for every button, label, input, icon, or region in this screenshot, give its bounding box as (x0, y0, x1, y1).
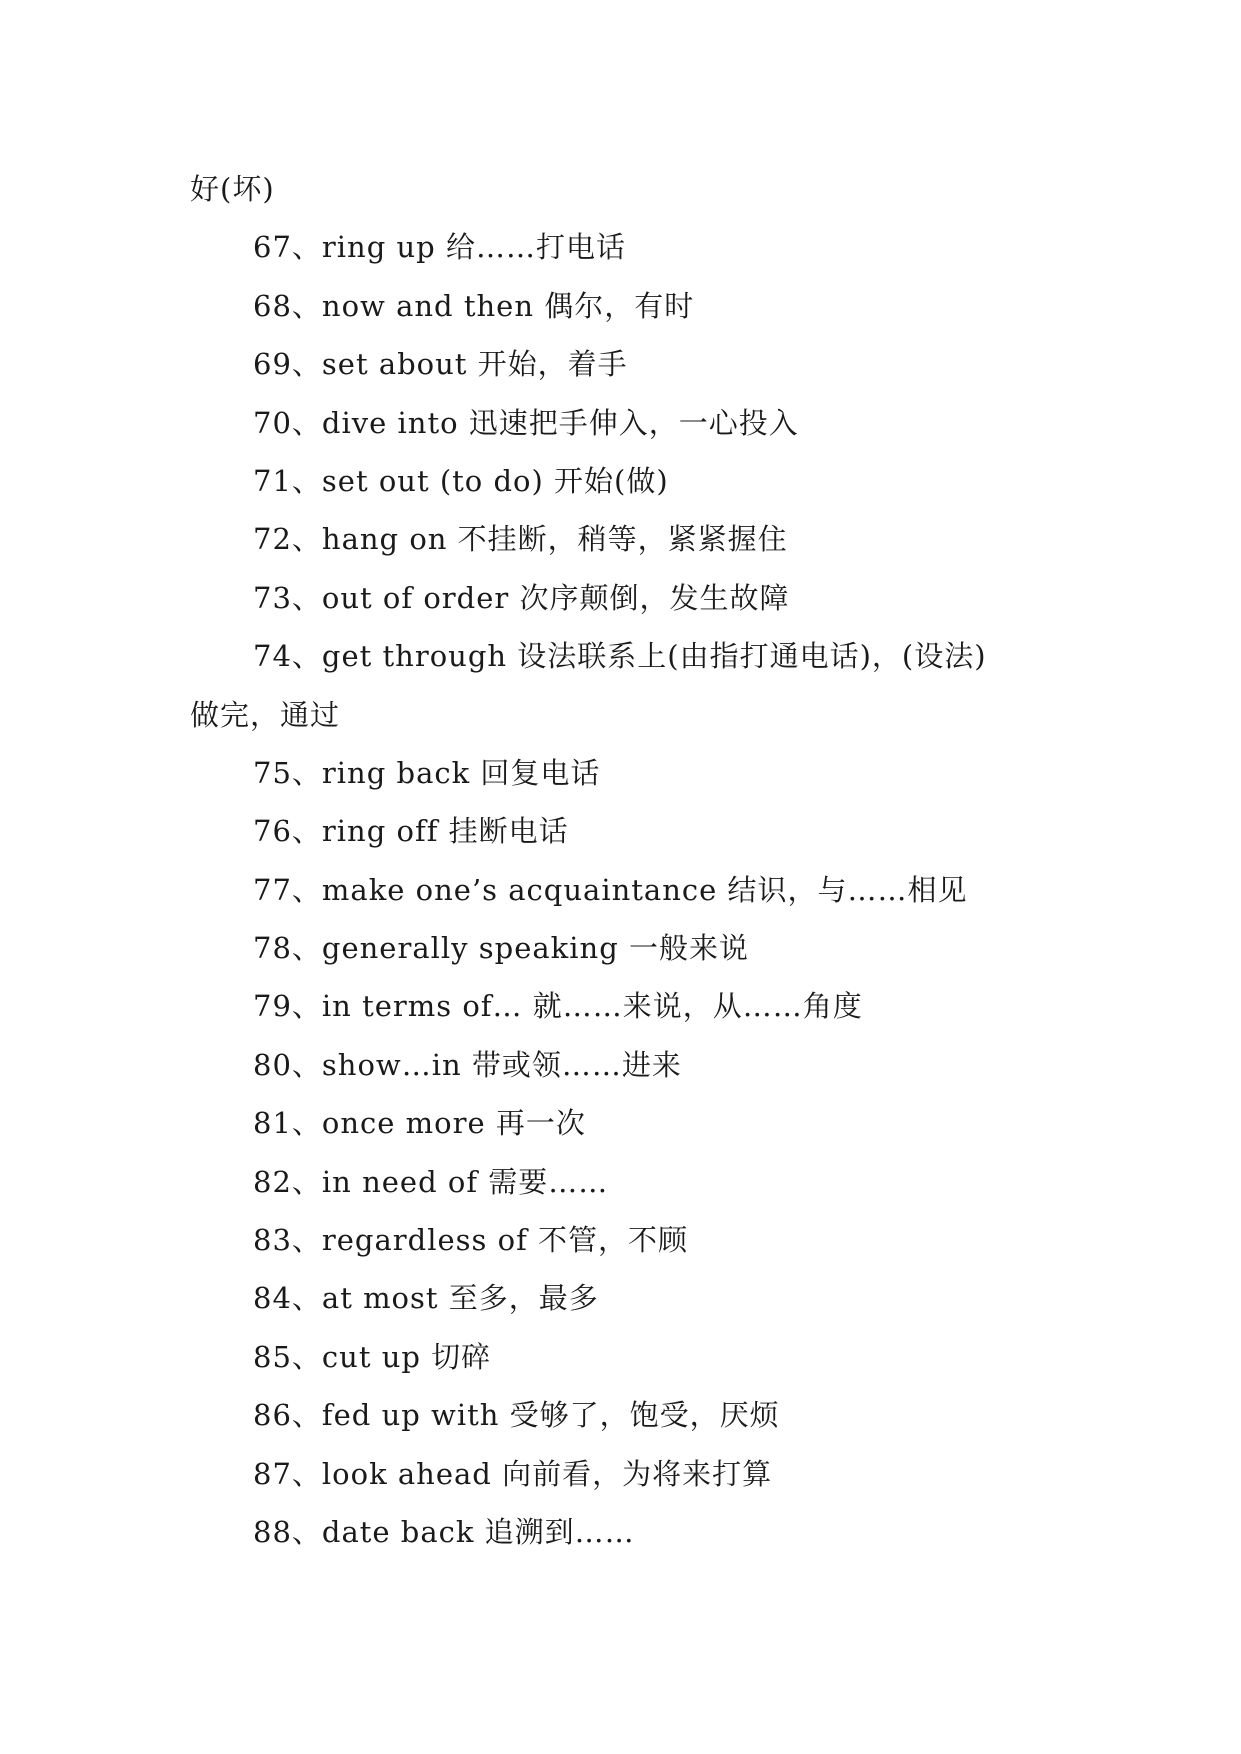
phrase-item-77: 77、make one’s acquaintance 结识，与……相见 (253, 872, 968, 907)
phrase-item-87: 87、look ahead 向前看，为将来打算 (253, 1456, 773, 1491)
phrase-item-71: 71、set out (to do) 开始(做) (253, 463, 669, 498)
phrase-item-81: 81、once more 再一次 (253, 1106, 586, 1141)
phrase-item-83: 83、regardless of 不管，不顾 (253, 1223, 689, 1258)
continuation-line: 做完，通过 (190, 697, 341, 732)
phrase-item-86: 86、fed up with 受够了，饱受，厌烦 (253, 1398, 780, 1433)
phrase-item-85: 85、cut up 切碎 (253, 1339, 492, 1374)
phrase-item-82: 82、in need of 需要…… (253, 1164, 609, 1199)
phrase-item-70: 70、dive into 迅速把手伸入，一心投入 (253, 405, 799, 440)
phrase-item-67: 67、ring up 给……打电话 (253, 230, 626, 265)
phrase-item-88: 88、date back 追溯到…… (253, 1514, 635, 1549)
phrase-item-73: 73、out of order 次序颠倒，发生故障 (253, 580, 790, 615)
phrase-item-78: 78、generally speaking 一般来说 (253, 931, 749, 966)
phrase-item-79: 79、in terms of… 就……来说，从……角度 (253, 989, 863, 1024)
phrase-item-72: 72、hang on 不挂断，稍等，紧紧握住 (253, 522, 788, 557)
phrase-item-69: 69、set about 开始，着手 (253, 347, 628, 382)
continuation-line: 好(坏) (190, 172, 275, 206)
phrase-item-75: 75、ring back 回复电话 (253, 755, 601, 790)
phrase-item-80: 80、show…in 带或领……进来 (253, 1047, 682, 1082)
phrase-item-68: 68、now and then 偶尔，有时 (253, 288, 695, 323)
phrase-item-76: 76、ring off 挂断电话 (253, 814, 569, 849)
phrase-item-84: 84、at most 至多，最多 (253, 1281, 599, 1316)
phrase-list (190, 160, 1070, 1561)
phrase-item-74: 74、get through 设法联系上(由指打通电话)，(设法) (253, 639, 987, 674)
